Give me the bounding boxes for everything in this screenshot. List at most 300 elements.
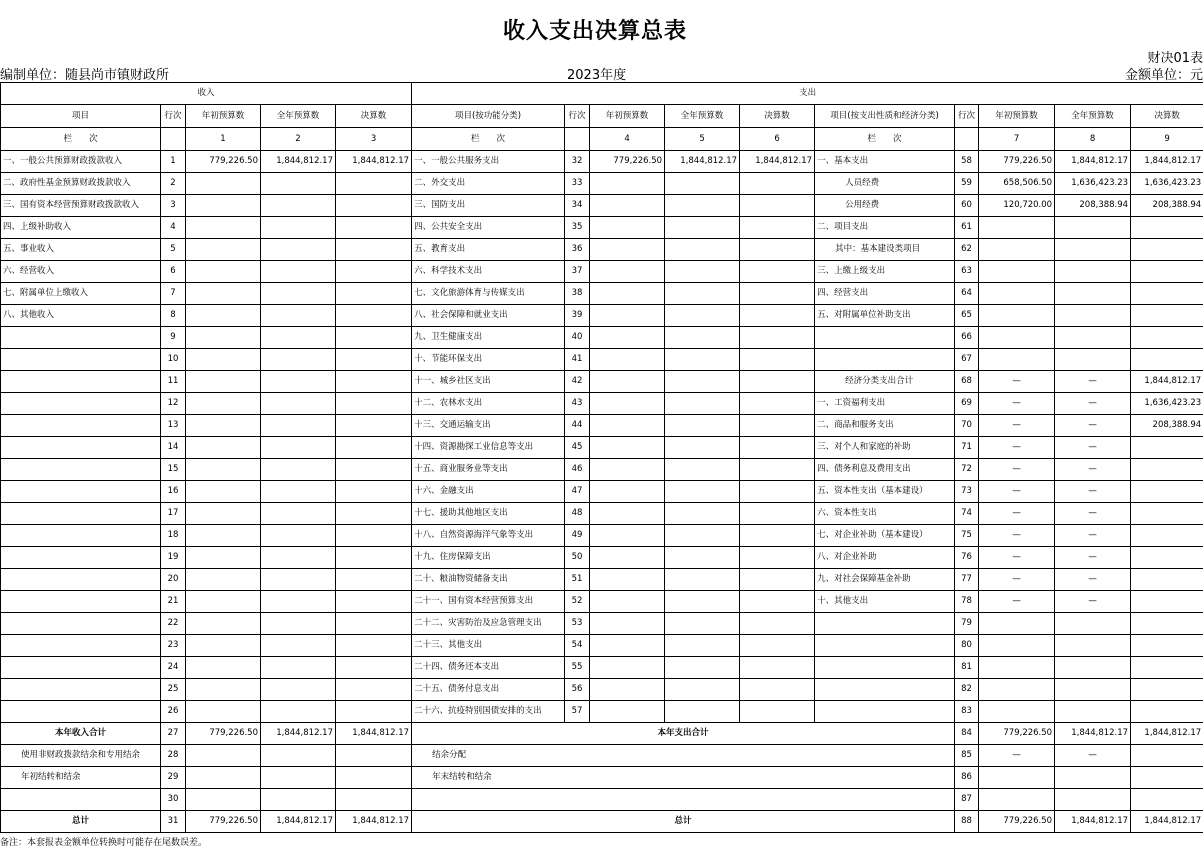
table-row [1,371,1203,393]
summary-income-final: 1,844,812.17 [336,723,412,745]
econ-final: 1,636,423.23 [1131,393,1203,415]
econ-row-no: 64 [955,283,979,305]
header-row-no: 行次 [565,105,590,128]
econ-full-budget: — [1055,371,1131,393]
econ-full-budget [1055,679,1131,701]
income-item [1,415,161,437]
summary-income-initial-budget [186,767,261,789]
table-row [1,393,1203,415]
income-final [336,305,412,327]
func-initial-budget [590,217,665,239]
header-final: 决算数 [740,105,815,128]
income-initial-budget [186,261,261,283]
income-expense-table [0,82,1203,833]
econ-expense-item [815,613,955,635]
income-item [1,547,161,569]
table-row [1,635,1203,657]
summary-row [1,789,1203,811]
summary-expense-item: 结余分配 [412,745,955,767]
summary-expense-initial-budget [979,767,1055,789]
func-row-no: 54 [565,635,590,657]
summary-expense-row-no: 87 [955,789,979,811]
func-final [740,459,815,481]
income-initial-budget [186,503,261,525]
func-full-budget [665,525,740,547]
summary-income-item: 使用非财政拨款结余和专用结余 [1,745,161,767]
income-full-budget [261,481,336,503]
econ-initial-budget: — [979,525,1055,547]
income-item [1,459,161,481]
compiling-unit: 编制单位：随县尚市镇财政所 [0,68,170,83]
econ-row-no: 76 [955,547,979,569]
econ-full-budget: 1,844,812.17 [1055,151,1131,173]
func-final [740,195,815,217]
income-final [336,195,412,217]
func-full-budget [665,217,740,239]
func-full-budget [665,503,740,525]
income-row-no: 20 [161,569,186,591]
func-row-no: 55 [565,657,590,679]
summary-expense-full-budget: 1,844,812.17 [1055,723,1131,745]
econ-final [1131,503,1203,525]
func-final [740,239,815,261]
econ-expense-item: 八、对企业补助 [815,547,955,569]
func-row-no: 57 [565,701,590,723]
summary-income-final [336,745,412,767]
econ-row-no: 63 [955,261,979,283]
income-row-no: 18 [161,525,186,547]
econ-initial-budget: 120,720.00 [979,195,1055,217]
summary-income-final [336,789,412,811]
income-final [336,261,412,283]
table-row [1,173,1203,195]
income-row-no: 2 [161,173,186,195]
func-initial-budget [590,415,665,437]
econ-expense-item: 四、债务利息及费用支出 [815,459,955,481]
header-item: 项目 [1,105,161,128]
econ-expense-item [815,701,955,723]
econ-row-no: 65 [955,305,979,327]
income-initial-budget [186,635,261,657]
table-row [1,261,1203,283]
econ-expense-item: 公用经费 [815,195,955,217]
income-item [1,679,161,701]
func-initial-budget [590,635,665,657]
table-row [1,569,1203,591]
func-row-no: 43 [565,393,590,415]
summary-expense-final: 1,844,812.17 [1131,723,1203,745]
func-row-no: 42 [565,371,590,393]
func-full-budget [665,481,740,503]
func-initial-budget [590,591,665,613]
econ-expense-item [815,635,955,657]
table-row [1,701,1203,723]
income-item [1,393,161,415]
econ-initial-budget [979,679,1055,701]
func-row-no: 50 [565,547,590,569]
summary-expense-final [1131,745,1203,767]
summary-expense-full-budget [1055,789,1131,811]
summary-income-initial-budget: 779,226.50 [186,723,261,745]
econ-initial-budget [979,657,1055,679]
econ-initial-budget [979,239,1055,261]
income-initial-budget [186,415,261,437]
summary-row [1,811,1203,833]
func-expense-item: 二十、粮油物资储备支出 [412,569,565,591]
income-final [336,393,412,415]
summary-income-full-budget [261,789,336,811]
table-row [1,415,1203,437]
income-initial-budget [186,437,261,459]
income-initial-budget [186,217,261,239]
func-row-no: 40 [565,327,590,349]
func-full-budget [665,393,740,415]
summary-income-full-budget: 1,844,812.17 [261,811,336,833]
econ-row-no: 77 [955,569,979,591]
func-final [740,657,815,679]
table-row [1,437,1203,459]
func-initial-budget [590,349,665,371]
func-expense-item: 一、一般公共服务支出 [412,151,565,173]
func-initial-budget [590,305,665,327]
func-expense-item: 二十五、债务付息支出 [412,679,565,701]
col-num: 3 [336,128,412,151]
income-final [336,547,412,569]
income-full-budget [261,195,336,217]
func-final [740,349,815,371]
econ-final: 1,636,423.23 [1131,173,1203,195]
income-item: 五、事业收入 [1,239,161,261]
col-num: 9 [1131,128,1203,151]
income-row-no: 16 [161,481,186,503]
summary-expense-row-no: 86 [955,767,979,789]
income-item [1,503,161,525]
income-full-budget [261,283,336,305]
lanci-label: 栏 次 [815,128,955,151]
income-final [336,327,412,349]
summary-expense-final [1131,767,1203,789]
income-item: 七、附属单位上缴收入 [1,283,161,305]
income-row-no: 3 [161,195,186,217]
income-row-no: 1 [161,151,186,173]
table-row [1,217,1203,239]
income-full-budget [261,239,336,261]
func-initial-budget [590,503,665,525]
income-final [336,657,412,679]
func-expense-item: 三、国防支出 [412,195,565,217]
econ-full-budget: — [1055,525,1131,547]
summary-expense-row-no: 88 [955,811,979,833]
econ-row-no: 72 [955,459,979,481]
func-expense-item: 二十三、其他支出 [412,635,565,657]
income-initial-budget [186,305,261,327]
econ-row-no: 62 [955,239,979,261]
func-expense-item: 七、文化旅游体育与传媒支出 [412,283,565,305]
econ-row-no: 81 [955,657,979,679]
econ-final: 1,844,812.17 [1131,371,1203,393]
page-title: 收入支出决算总表 [502,19,687,44]
summary-expense-full-budget [1055,767,1131,789]
summary-income-row-no: 27 [161,723,186,745]
income-item [1,635,161,657]
econ-expense-item: 四、经营支出 [815,283,955,305]
econ-initial-budget [979,613,1055,635]
econ-final [1131,239,1203,261]
econ-initial-budget [979,261,1055,283]
func-final [740,591,815,613]
summary-income-row-no: 29 [161,767,186,789]
func-initial-budget [590,525,665,547]
func-row-no: 36 [565,239,590,261]
func-expense-item: 二十一、国有资本经营预算支出 [412,591,565,613]
econ-full-budget [1055,635,1131,657]
summary-expense-item: 总计 [412,811,955,833]
income-initial-budget [186,327,261,349]
econ-final [1131,481,1203,503]
econ-expense-item: 一、工资福利支出 [815,393,955,415]
income-final [336,415,412,437]
func-expense-item: 九、卫生健康支出 [412,327,565,349]
income-final [336,371,412,393]
summary-expense-initial-budget: — [979,745,1055,767]
econ-initial-budget: — [979,547,1055,569]
col-num: 5 [665,128,740,151]
income-full-budget [261,569,336,591]
econ-row-no: 80 [955,635,979,657]
func-final [740,569,815,591]
func-row-no: 48 [565,503,590,525]
func-initial-budget [590,371,665,393]
func-full-budget [665,327,740,349]
table-row [1,547,1203,569]
econ-initial-budget [979,635,1055,657]
func-initial-budget [590,459,665,481]
summary-expense-final [1131,789,1203,811]
income-final [336,349,412,371]
econ-expense-item [815,349,955,371]
func-full-budget [665,679,740,701]
summary-income-row-no: 28 [161,745,186,767]
func-row-no: 35 [565,217,590,239]
summary-income-full-budget: 1,844,812.17 [261,723,336,745]
func-final [740,283,815,305]
table-row [1,481,1203,503]
econ-row-no: 75 [955,525,979,547]
income-item [1,525,161,547]
econ-initial-budget: — [979,591,1055,613]
econ-final [1131,525,1203,547]
econ-initial-budget [979,283,1055,305]
income-row-no: 8 [161,305,186,327]
econ-expense-item: 三、对个人和家庭的补助 [815,437,955,459]
econ-expense-item: 一、基本支出 [815,151,955,173]
header-initial-budget: 年初预算数 [186,105,261,128]
econ-initial-budget [979,305,1055,327]
income-full-budget [261,591,336,613]
econ-full-budget: 1,636,423.23 [1055,173,1131,195]
econ-expense-item: 经济分类支出合计 [815,371,955,393]
income-final [336,239,412,261]
summary-income-final: 1,844,812.17 [336,811,412,833]
income-final [336,173,412,195]
func-full-budget [665,459,740,481]
func-expense-item: 十三、交通运输支出 [412,415,565,437]
header-func-item: 项目(按功能分类) [412,105,565,128]
section-income-header: 收入 [1,83,412,105]
econ-initial-budget [979,349,1055,371]
econ-full-budget: — [1055,503,1131,525]
func-full-budget [665,195,740,217]
income-initial-budget [186,283,261,305]
func-final [740,261,815,283]
income-full-budget [261,261,336,283]
func-initial-budget [590,437,665,459]
econ-expense-item: 十、其他支出 [815,591,955,613]
summary-row [1,745,1203,767]
func-full-budget [665,305,740,327]
summary-expense-full-budget: 1,844,812.17 [1055,811,1131,833]
func-full-budget [665,415,740,437]
func-final [740,547,815,569]
func-final [740,305,815,327]
summary-income-item [1,789,161,811]
summary-income-full-budget [261,745,336,767]
func-initial-budget [590,657,665,679]
income-item: 三、国有资本经营预算财政拨款收入 [1,195,161,217]
func-full-budget [665,547,740,569]
income-final [336,701,412,723]
econ-row-no: 70 [955,415,979,437]
income-row-no: 5 [161,239,186,261]
income-initial-budget [186,569,261,591]
func-full-budget [665,591,740,613]
income-initial-budget [186,613,261,635]
income-item [1,349,161,371]
econ-full-budget: — [1055,415,1131,437]
econ-initial-budget: — [979,569,1055,591]
econ-final [1131,217,1203,239]
func-row-no: 37 [565,261,590,283]
header-initial-budget: 年初预算数 [979,105,1055,128]
func-final [740,371,815,393]
econ-row-no: 73 [955,481,979,503]
income-full-budget [261,657,336,679]
func-final [740,635,815,657]
func-initial-budget [590,327,665,349]
income-full-budget [261,525,336,547]
func-initial-budget [590,481,665,503]
econ-row-no: 66 [955,327,979,349]
func-row-no: 53 [565,613,590,635]
econ-expense-item: 其中：基本建设类项目 [815,239,955,261]
func-final [740,701,815,723]
func-full-budget [665,349,740,371]
income-initial-budget [186,239,261,261]
income-initial-budget [186,349,261,371]
func-row-no: 46 [565,459,590,481]
income-item: 四、上级补助收入 [1,217,161,239]
income-item [1,657,161,679]
econ-final [1131,679,1203,701]
func-full-budget [665,657,740,679]
econ-full-budget [1055,327,1131,349]
income-final [336,591,412,613]
income-full-budget: 1,844,812.17 [261,151,336,173]
income-item: 一、一般公共预算财政拨款收入 [1,151,161,173]
income-full-budget [261,327,336,349]
func-row-no: 49 [565,525,590,547]
income-row-no: 17 [161,503,186,525]
empty-cell [565,128,590,151]
econ-final: 208,388.94 [1131,415,1203,437]
func-row-no: 38 [565,283,590,305]
econ-initial-budget: — [979,459,1055,481]
col-num: 4 [590,128,665,151]
lanci-label: 栏 次 [1,128,161,151]
econ-initial-budget: — [979,393,1055,415]
table-row [1,195,1203,217]
econ-row-no: 83 [955,701,979,723]
header-full-budget: 全年预算数 [1055,105,1131,128]
income-row-no: 25 [161,679,186,701]
econ-expense-item: 六、资本性支出 [815,503,955,525]
table-row [1,305,1203,327]
econ-row-no: 79 [955,613,979,635]
summary-income-initial-budget [186,745,261,767]
income-item [1,569,161,591]
econ-final [1131,591,1203,613]
income-initial-budget: 779,226.50 [186,151,261,173]
summary-income-item: 年初结转和结余 [1,767,161,789]
func-expense-item: 二、外交支出 [412,173,565,195]
func-final [740,437,815,459]
income-item: 八、其他收入 [1,305,161,327]
header-econ-item: 项目(按支出性质和经济分类) [815,105,955,128]
table-row [1,591,1203,613]
func-expense-item: 十八、自然资源海洋气象等支出 [412,525,565,547]
econ-expense-item: 九、对社会保障基金补助 [815,569,955,591]
col-num: 6 [740,128,815,151]
summary-income-full-budget [261,767,336,789]
econ-initial-budget: — [979,503,1055,525]
income-row-no: 4 [161,217,186,239]
summary-income-initial-budget [186,789,261,811]
econ-full-budget [1055,283,1131,305]
income-item [1,591,161,613]
func-expense-item: 十九、住房保障支出 [412,547,565,569]
income-row-no: 26 [161,701,186,723]
func-row-no: 45 [565,437,590,459]
summary-income-final [336,767,412,789]
summary-row [1,767,1203,789]
econ-full-budget [1055,613,1131,635]
econ-expense-item: 人员经费 [815,173,955,195]
econ-initial-budget: — [979,437,1055,459]
func-final [740,173,815,195]
section-expense-header: 支出 [412,83,1203,105]
econ-initial-budget [979,701,1055,723]
summary-expense-item [412,789,955,811]
econ-full-budget: — [1055,393,1131,415]
income-full-budget [261,701,336,723]
econ-final [1131,635,1203,657]
econ-full-budget [1055,657,1131,679]
econ-initial-budget: 779,226.50 [979,151,1055,173]
econ-row-no: 69 [955,393,979,415]
lanci-label: 栏 次 [412,128,565,151]
income-final [336,635,412,657]
func-row-no: 47 [565,481,590,503]
